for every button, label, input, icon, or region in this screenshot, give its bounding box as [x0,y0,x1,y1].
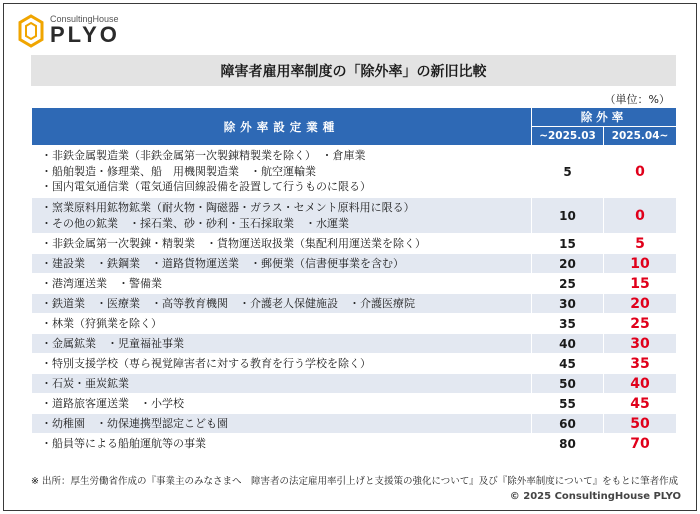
industry-line: ・石炭・亜炭鉱業 [41,376,129,390]
industry-line: ・窯業原料用鉱物鉱業（耐火物・陶磁器・ガラス・セメント原料用に限る） [41,201,415,214]
source-note: ※ 出所：厚生労働省作成の『事業主のみなさまへ 障害者の法定雇用率引上げと支援策の強化について』及び『除外率制度について』をもとに筆者作成 [31,476,679,487]
industry-line: ・鉄道業 ・医療業 ・高等教育機関 ・介護老人保健施設 ・介護医療院 [41,296,415,310]
table-row [32,354,677,374]
new-rate-cell: 35 [604,354,677,374]
old-rate-cell: 60 [532,414,604,434]
table-row [32,314,677,334]
industry-cell [32,414,532,434]
old-rate-cell: 55 [532,394,604,414]
industry-line: ・幼稚園 ・幼保連携型認定こども園 [41,416,228,430]
table-row [32,146,677,198]
new-rate-cell: 0 [604,198,677,234]
copyright: © 2025 ConsultingHouse PLYO [509,491,681,502]
table-row [32,274,677,294]
header-industry: 除外率設定業種 [32,108,532,146]
industry-cell [32,314,532,334]
slide-frame [3,3,697,511]
industry-line: ・非鉄金属第一次製錬・精製業 ・貨物運送取扱業（集配利用運送業を除く） [41,236,426,250]
exclusion-rate-table [31,107,677,454]
new-rate-cell: 20 [604,294,677,314]
old-rate-cell: 15 [532,234,604,254]
old-rate-cell: 50 [532,374,604,394]
industry-line: ・その他の鉱業 ・採石業、砂・砂利・玉石採取業 ・水運業 [41,216,349,230]
industry-cell [32,146,532,198]
industry-cell [32,254,532,274]
industry-cell [32,294,532,314]
industry-line: ・特別支援学校（専ら視覚障害者に対する教育を行う学校を除く） [41,356,371,370]
old-rate-cell: 45 [532,354,604,374]
industry-line: ・非鉄金属製造業（非鉄金属第一次製錬精製業を除く） ・倉庫業 [41,149,366,163]
old-rate-cell: 30 [532,294,604,314]
old-rate-cell: 40 [532,334,604,354]
table-row [32,334,677,354]
table-row [32,294,677,314]
hexagon-logo-icon [18,14,44,48]
industry-cell [32,434,532,454]
brand-name: PLYO [50,22,120,47]
industry-cell [32,394,532,414]
table-row [32,234,677,254]
new-rate-cell: 30 [604,334,677,354]
table-row [32,414,677,434]
industry-cell [32,334,532,354]
industry-cell [32,354,532,374]
new-rate-cell: 45 [604,394,677,414]
header-old-period: ~2025.03 [532,127,604,146]
industry-line: ・道路旅客運送業 ・小学校 [41,396,184,410]
industry-line: ・船員等による船舶運航等の事業 [41,436,206,450]
industry-line: ・林業（狩猟業を除く） [41,316,162,330]
industry-cell [32,198,532,234]
old-rate-cell: 80 [532,434,604,454]
page-title: 障害者雇用率制度の「除外率」の新旧比較 [220,63,487,80]
industry-cell [32,234,532,254]
table-row [32,374,677,394]
table-row [32,254,677,274]
old-rate-cell: 35 [532,314,604,334]
table-row [32,394,677,414]
header-new-period: 2025.04~ [604,127,677,146]
new-rate-cell: 10 [604,254,677,274]
old-rate-cell: 10 [532,198,604,234]
new-rate-cell: 70 [604,434,677,454]
new-rate-cell: 0 [604,146,677,198]
new-rate-cell: 25 [604,314,677,334]
old-rate-cell: 25 [532,274,604,294]
new-rate-cell: 50 [604,414,677,434]
table-body [32,146,677,454]
header-rate: 除外率 [532,108,677,127]
new-rate-cell: 40 [604,374,677,394]
old-rate-cell: 5 [532,146,604,198]
table-row [32,434,677,454]
industry-line: ・国内電気通信業（電気通信回線設備を設置して行うものに限る） [41,180,371,194]
industry-line: ・建設業 ・鉄鋼業 ・道路貨物運送業 ・郵便業（信書便事業を含む） [41,256,404,270]
brand-logo [18,12,148,50]
brand-small-text: ConsultingHouse [50,14,119,24]
industry-cell [32,274,532,294]
industry-line: ・金属鉱業 ・児童福祉事業 [41,336,184,350]
table-row [32,198,677,234]
new-rate-cell: 5 [604,234,677,254]
title-bar [31,55,676,86]
industry-line: ・船舶製造・修理業、船 用機関製造業 ・航空運輸業 [41,164,316,178]
old-rate-cell: 20 [532,254,604,274]
industry-line: ・港湾運送業 ・警備業 [41,276,162,290]
unit-label: （単位：%） [604,93,670,106]
new-rate-cell: 15 [604,274,677,294]
industry-cell [32,374,532,394]
